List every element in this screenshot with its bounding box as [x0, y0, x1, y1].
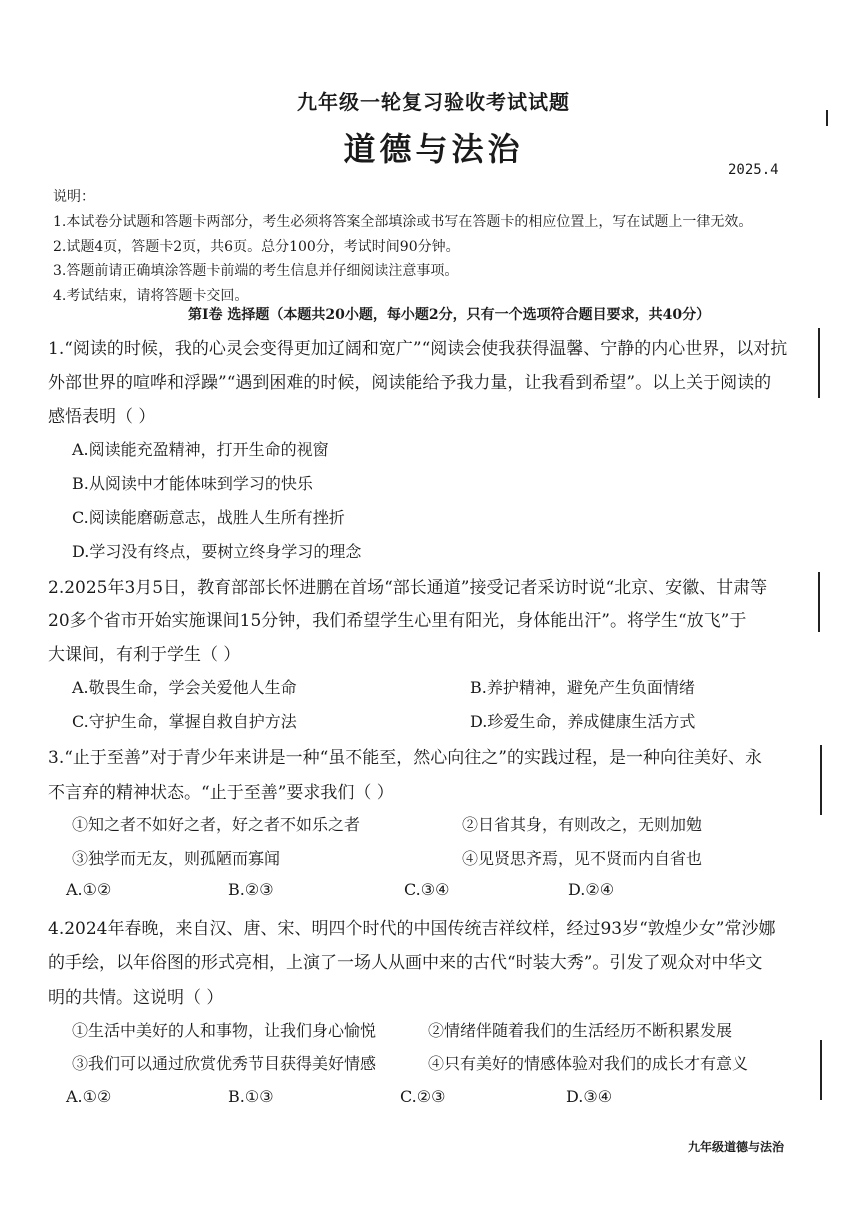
question-2-option-b: B.养护精神，避免产生负面情绪: [470, 678, 695, 697]
question-4-line: 明的共情。这说明（ ）: [48, 988, 224, 1008]
question-1-option-d: D.学习没有终点，要树立终身学习的理念: [72, 542, 362, 561]
question-3-line: 3.“止于至善”对于青少年来讲是一种“虽不能至，然心向往之”的实践过程，是一种向往美好、永: [48, 748, 762, 768]
scan-edge-line: [820, 1040, 822, 1100]
page-footer: 九年级道德与法治: [688, 1140, 785, 1154]
question-4-statement: ④只有美好的情感体验对我们的成长才有意义: [428, 1054, 749, 1073]
instruction-item: 1.本试卷分试题和答题卡两部分，考生必须将答案全部填涂或书写在答题卡的相应位置上，写在试题上一律无效。: [53, 214, 753, 230]
exam-date: 2025.4: [728, 162, 779, 178]
question-2-line: 2.2025年3月5日，教育部部长怀进鹏在首场“部长通道”接受记者采访时说“北京、安徽、甘肃等: [48, 578, 768, 598]
question-4-option-c: C.②③: [400, 1087, 446, 1106]
question-3-option-d: D.②④: [568, 880, 615, 899]
scan-edge-mark: [826, 110, 828, 126]
instructions-heading: 说明：: [53, 189, 95, 205]
section-header: 第Ⅰ卷 选择题（本题共20小题，每小题2分，只有一个选项符合题目要求，共40分）: [188, 307, 711, 323]
question-4-line: 的手绘，以年俗图的形式亮相，上演了一场人从画中来的古代“时装大秀”。引发了观众对中华文: [48, 953, 763, 973]
exam-series-title: 九年级一轮复习验收考试试题: [297, 90, 570, 114]
question-1-option-b: B.从阅读中才能体味到学习的快乐: [72, 474, 313, 493]
question-3-option-c: C.③④: [404, 880, 450, 899]
question-3-statement: ①知之者不如好之者，好之者不如乐之者: [72, 815, 361, 834]
scan-edge-line: [818, 572, 820, 632]
subject-title: 道德与法治: [343, 130, 524, 168]
question-2-option-a: A.敬畏生命，学会关爱他人生命: [72, 678, 297, 697]
scan-edge-line: [820, 745, 822, 815]
question-3-statement: ③独学而无友，则孤陋而寡闻: [72, 849, 281, 868]
question-3-statement: ②日省其身，有则改之，无则加勉: [462, 815, 703, 834]
question-2-option-c: C.守护生命，掌握自救自护方法: [72, 712, 297, 731]
instruction-item: 3.答题前请正确填涂答题卡前端的考生信息并仔细阅读注意事项。: [53, 263, 459, 279]
question-1-line: 外部世界的喧哗和浮躁”“遇到困难的时候，阅读能给予我力量，让我看到希望”。以上关于阅读的: [48, 373, 772, 393]
question-4-statement: ①生活中美好的人和事物，让我们身心愉悦: [72, 1021, 377, 1040]
scan-edge-line: [818, 328, 820, 398]
question-1-option-c: C.阅读能磨砺意志，战胜人生所有挫折: [72, 508, 345, 527]
instruction-item: 2.试题4页，答题卡2页，共6页。总分100分，考试时间90分钟。: [53, 239, 460, 255]
question-1-line: 1.“阅读的时候，我的心灵会变得更加辽阔和宽广”“阅读会使我获得温馨、宁静的内心世界，以对抗: [48, 339, 788, 359]
question-1-option-a: A.阅读能充盈精神，打开生命的视窗: [72, 440, 329, 459]
question-4-statement: ③我们可以通过欣赏优秀节目获得美好情感: [72, 1054, 377, 1073]
question-3-statement: ④见贤思齐焉，见不贤而内自省也: [462, 849, 703, 868]
question-2-line: 20多个省市开始实施课间15分钟，我们希望学生心里有阳光，身体能出汗”。将学生“放飞”于: [48, 611, 747, 631]
question-4-statement: ②情绪伴随着我们的生活经历不断积累发展: [428, 1021, 733, 1040]
question-4-option-a: A.①②: [66, 1087, 112, 1106]
question-3-option-b: B.②③: [228, 880, 274, 899]
question-4-line: 4.2024年春晚，来自汉、唐、宋、明四个时代的中国传统吉祥纹样，经过93岁“敦煌少女”常沙娜: [48, 919, 776, 939]
question-4-option-d: D.③④: [566, 1087, 613, 1106]
question-2-line: 大课间，有利于学生（ ）: [48, 645, 241, 665]
question-2-option-d: D.珍爱生命，养成健康生活方式: [470, 712, 696, 731]
instruction-item: 4.考试结束，请将答题卡交回。: [53, 288, 249, 304]
question-3-option-a: A.①②: [66, 880, 112, 899]
question-3-line: 不言弃的精神状态。“止于至善”要求我们（ ）: [48, 783, 394, 803]
question-1-line: 感悟表明（ ）: [48, 407, 156, 427]
question-4-option-b: B.①③: [228, 1087, 274, 1106]
